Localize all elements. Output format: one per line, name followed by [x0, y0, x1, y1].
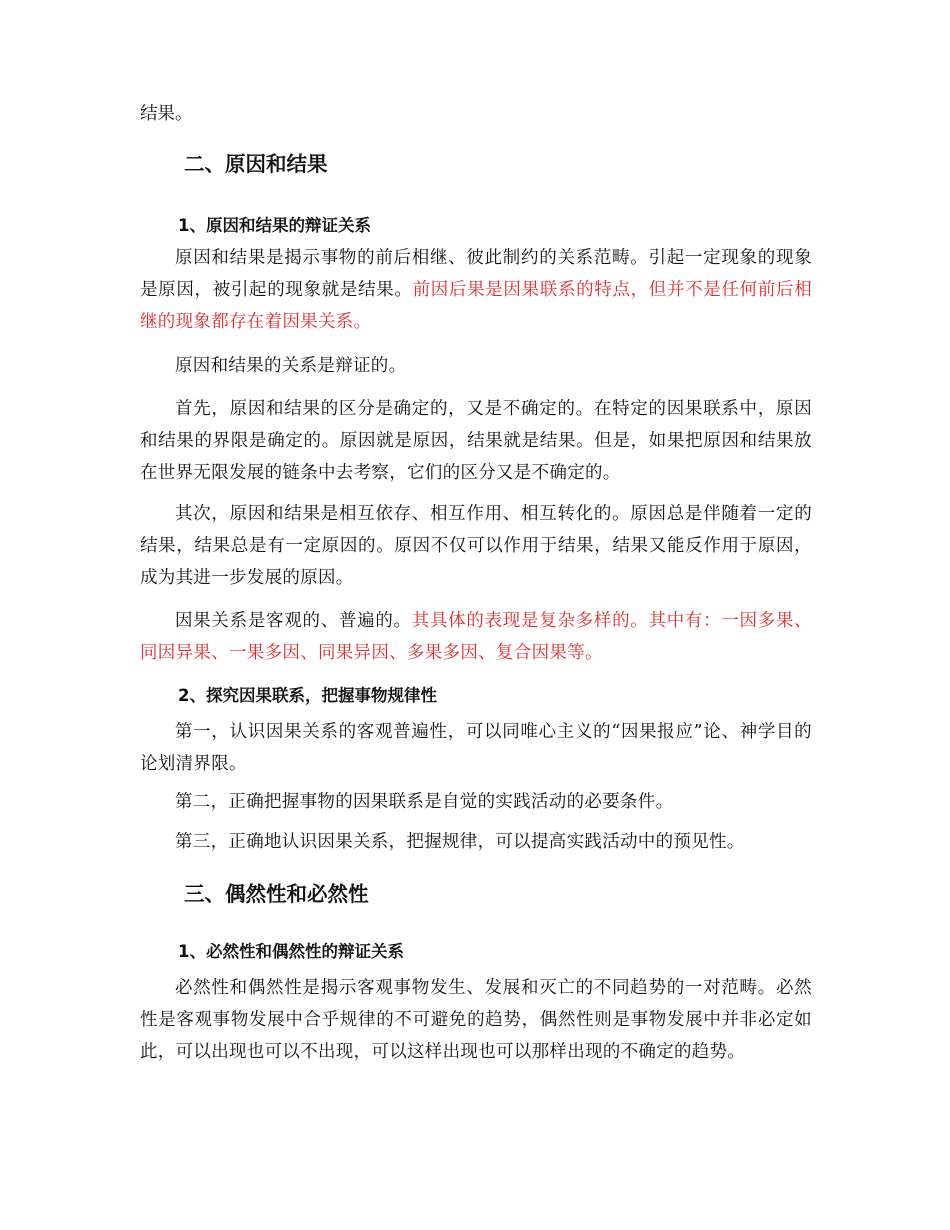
paragraph: 第二，正确把握事物的因果联系是自觉的实践活动的必要条件。 [175, 792, 674, 812]
paragraph-text: 因果关系是客观的、普遍的。 [175, 611, 412, 631]
paragraph: 第三，正确地认识因果关系，把握规律，可以提高实践活动中的预见性。 [175, 832, 745, 852]
paragraph: 首先，原因和结果的区分是确定的，又是不确定的。在特定的因果联系中，原因和结果的界限是确定的。原因就是原因，结果就是结果。但是，如果把原因和结果放在世界无限发展的链条中去考察，它们的区分又是不确定的。 [140, 399, 812, 483]
section-heading-cause-effect: 二、原因和结果 [184, 152, 328, 176]
paragraph [140, 242, 812, 338]
paragraph-text: 原因和结果是揭示事物的前后相继、彼此制约的关系范畴。引起一定现象的现象是原因，被引起的现象就是结果。 [140, 248, 812, 300]
lead-text: 结果。 [140, 104, 193, 124]
paragraph [140, 605, 812, 669]
paragraph: 原因和结果的关系是辩证的。 [175, 356, 407, 376]
subsection-heading-necessity-chance-dialectic: 1、必然性和偶然性的辩证关系 [178, 942, 404, 961]
highlighted-text: 前因后果是因果联系的特点，但并不是任何前后相继的现象都存在着因果关系。 [140, 280, 812, 332]
section-heading-chance-necessity: 三、偶然性和必然性 [184, 882, 369, 906]
paragraph: 第一，认识因果关系的客观普遍性，可以同唯心主义的“因果报应”论、神学目的论划清界限。 [140, 722, 812, 774]
highlighted-text: 其具体的表现是复杂多样的。其中有：一因多果、同因异果、一果多因、同果异因、多果多因、复合因果等。 [140, 611, 812, 663]
subsection-heading-dialectic: 1、原因和结果的辩证关系 [178, 216, 371, 235]
subsection-heading-explore-causality: 2、探究因果联系，把握事物规律性 [178, 686, 437, 705]
paragraph: 必然性和偶然性是揭示客观事物发生、发展和灭亡的不同趋势的一对范畴。必然性是客观事物发展中合乎规律的不可避免的趋势，偶然性则是事物发展中并非必定如此，可以出现也可以不出现，可以这样出现也可以那样出现的不确定的趋势。 [140, 978, 812, 1062]
paragraph: 其次，原因和结果是相互依存、相互作用、相互转化的。原因总是伴随着一定的结果，结果总是有一定原因的。原因不仅可以作用于结果，结果又能反作用于原因，成为其进一步发展的原因。 [140, 504, 812, 588]
